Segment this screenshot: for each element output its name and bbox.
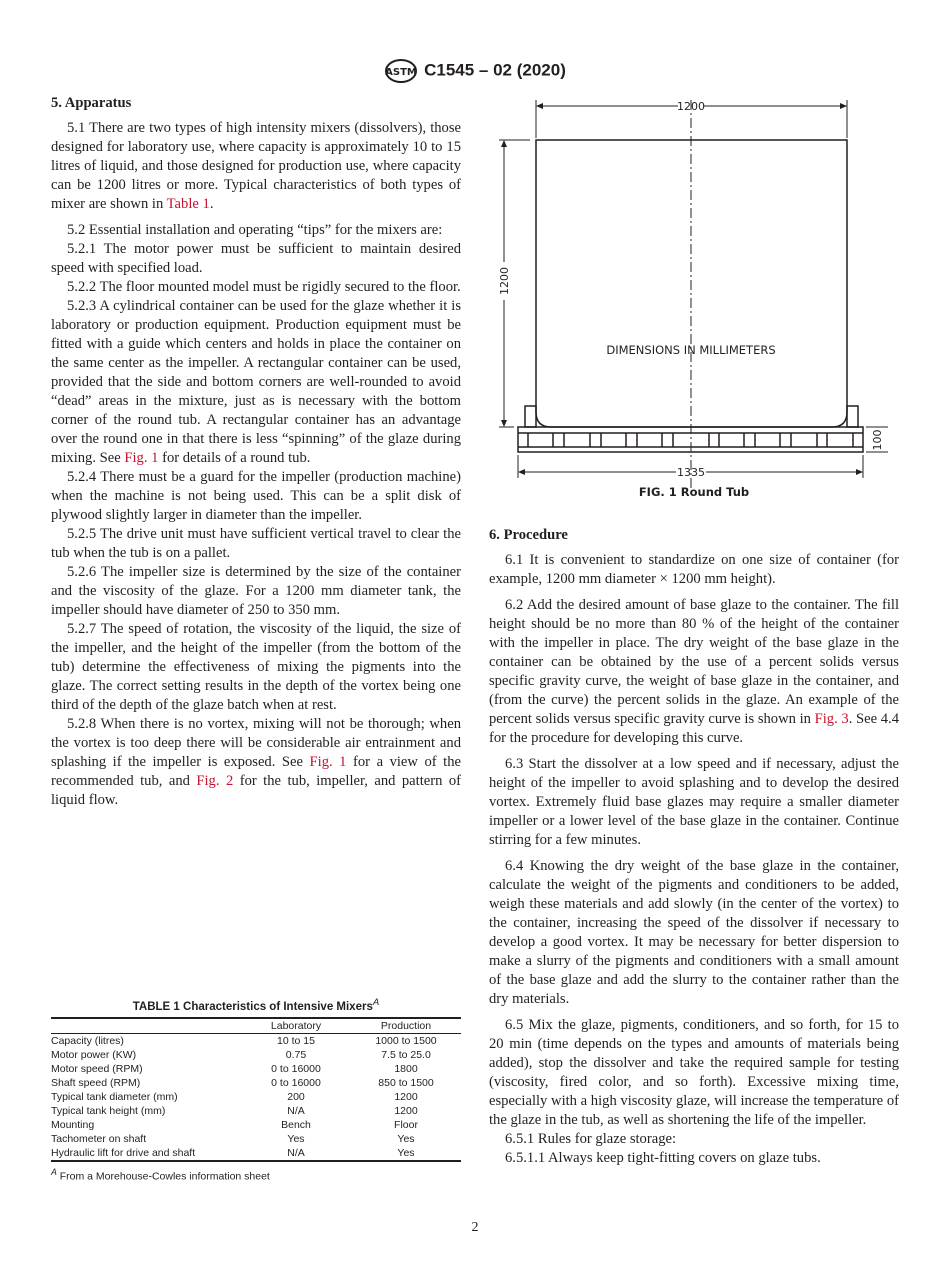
dim-left-label: 1200 [498, 267, 511, 295]
paragraph-6-5-1: 6.5.1 Rules for glaze storage: [505, 1131, 677, 1147]
paragraph-5-2-4: 5.2.4 There must be a guard for the impeller (production machine) when the machine is not being used. This can be a split disk of plywood slightly larger in diameter than the impeller. [51, 469, 461, 523]
paragraph-6-5-1-1: 6.5.1.1 Always keep tight-fitting covers on glaze tubs. [505, 1150, 821, 1166]
paragraph-5-2-1: 5.2.1 The motor power must be sufficient to maintain desired speed with specified load. [51, 241, 461, 276]
table-cell: Mounting [51, 1118, 95, 1131]
figure-caption: FIG. 1 Round Tub [638, 485, 750, 499]
table-row [51, 1132, 461, 1146]
right-column [489, 526, 899, 1168]
column-header: Laboratory [270, 1019, 322, 1032]
table-cell: 0 to 16000 [271, 1076, 321, 1089]
section-heading-procedure: 6. Procedure [489, 527, 568, 543]
paragraph-5-2-3: 5.2.3 A cylindrical container can be used for the glaze whether it is laboratory or production equipment. Production equipment must be fitted with a guide which centers and holds in place the container on the same center as the impeller. A rectangular container can be used, provided that the side and bottom corners are well-rounded to avoid “dead” areas in the mixture, just as is necessary with the bottom corner of the round tub. A rectangular container has an advantage over the round one in that there is less “spinning” of the glaze during mixing. See Fig. 1 for details of a round tub. [51, 298, 461, 466]
link-fig-2[interactable]: Fig. 2 [196, 773, 234, 789]
link-fig-3[interactable]: Fig. 3 [814, 711, 849, 727]
paragraph-5-2: 5.2 Essential installation and operating “tips” for the mixers are: [67, 222, 443, 238]
table-cell: 0 to 16000 [271, 1062, 321, 1075]
paragraph-6-3: 6.3 Start the dissolver at a low speed and if necessary, adjust the height of the impeller to avoid splashing and to develop the desired vortex. Extremely fluid base glazes may require a smaller diameter impeller or a lower level of the base glaze in the container. Continue stirring for a few minutes. [489, 756, 899, 848]
astm-logo-icon [384, 58, 418, 84]
table-cell: 1200 [394, 1090, 418, 1103]
link-fig-1[interactable]: Fig. 1 [309, 754, 347, 770]
table-cell: 850 to 1500 [378, 1076, 434, 1089]
table-row [51, 1118, 461, 1132]
table-cell: 1000 to 1500 [375, 1034, 437, 1047]
paragraph-6-5: 6.5 Mix the glaze, pigments, conditioners, and so forth, for 15 to 20 min (time depends on the types and amounts of materials being added), stop the dissolver and take the required sample for testing (viscosity, fired color, and so forth). Excessive mixing time, especially with a high viscosity glaze, will increase the temperature of the glaze in the tub, as well as shortening the life of the impeller. [489, 1017, 899, 1128]
page-header [0, 58, 950, 84]
table-cell: Typical tank height (mm) [51, 1104, 166, 1117]
table-row [51, 1090, 461, 1104]
table-cell: Shaft speed (RPM) [51, 1076, 141, 1089]
table-row [51, 1146, 461, 1161]
figure-round-tub [489, 90, 909, 510]
paragraph-5-2-5: 5.2.5 The drive unit must have sufficient vertical travel to clear the tub when the tub is on a pallet. [51, 526, 461, 561]
paragraph-6-2: 6.2 Add the desired amount of base glaze to the container. The fill height should be no more than 80 % of the height of the container with the impeller in place. The dry weight of the base glaze in the container can be obtained by the use of a percent solids versus specific gravity curve, the weight of base glaze in the container, and (from the curve) the percent solids in the glaze. An example of the percent solids versus specific gravity curve is shown in Fig. 3. See 4.4 for the procedure for developing this curve. [489, 597, 899, 746]
paragraph-5-2-8: 5.2.8 When there is no vortex, mixing will not be thorough; when the vortex is too deep there will be considerable air entrainment and splashing if the impeller is exposed. See Fig. 1 for a view of the recommended tub, and Fig. 2 for the tub, impeller, and pattern of liquid flow. [51, 716, 462, 808]
table-row [51, 1033, 461, 1048]
table-row [51, 1076, 461, 1090]
table-row [51, 1104, 461, 1118]
table-cell: 7.5 to 25.0 [381, 1048, 431, 1061]
table-row [51, 1062, 461, 1076]
table-cell: Typical tank diameter (mm) [51, 1090, 178, 1103]
section-heading-apparatus: 5. Apparatus [51, 95, 132, 111]
paragraph-5-1: 5.1 There are two types of high intensity mixers (dissolvers), those designed for laboratory use, where capacity is approximately 10 to 15 litres of liquid, and those designed for production use, where capacity can be 1200 litres or more. Typical characteristics of both types of mixer are shown in Table 1. [51, 120, 461, 212]
characteristics-table [51, 1017, 461, 1162]
column-header: Production [380, 1019, 432, 1032]
table-footnote: $^A$ From a Morehouse-Cowles information sheet [51, 1166, 270, 1183]
document-designation: C1545 – 02 (2020) [424, 60, 566, 80]
table-cell: Motor power (KW) [51, 1048, 137, 1061]
table-cell: Tachometer on shaft [51, 1132, 147, 1145]
table-1 [51, 996, 461, 1183]
table-cell: 0.75 [285, 1048, 307, 1061]
dim-top-label: 1200 [677, 100, 705, 113]
dim-bottom-label: 1335 [677, 466, 705, 479]
column-header [51, 1018, 241, 1034]
page-number: 2 [471, 1220, 479, 1235]
table-cell: N/A [287, 1146, 305, 1159]
dimensions-note: DIMENSIONS IN MILLIMETERS [606, 343, 776, 357]
paragraph-5-2-2: 5.2.2 The floor mounted model must be rigidly secured to the floor. [67, 279, 461, 295]
paragraph-6-1: 6.1 It is convenient to standardize on one size of container (for example, 1200 mm diameter × 1200 mm height). [489, 552, 899, 587]
table-cell: 1200 [394, 1104, 418, 1117]
paragraph-6-4: 6.4 Knowing the dry weight of the base glaze in the container, calculate the weight of the pigments and conditioners to be added, weigh these materials and add slowly (in the center of the vortex) to the container, increasing the speed of the dissolver if necessary to develop a good vortex. It may be necessary for better dispersion to make a slurry of the pigments and conditioners with a small amount of the base glaze and add the slurry to the container rather than the dry materials. [489, 858, 899, 1007]
link-fig-1[interactable]: Fig. 1 [124, 450, 159, 466]
paragraph-5-2-6: 5.2.6 The impeller size is determined by the size of the container and the viscosity of the glaze. For a 1200 mm diameter tank, the impeller should have diameter of 250 to 350 mm. [51, 564, 461, 618]
dim-right-label: 100 [871, 429, 884, 451]
left-column [51, 94, 461, 810]
table-cell: Yes [397, 1146, 415, 1159]
table-cell: Capacity (litres) [51, 1034, 124, 1047]
table-cell: 10 to 15 [277, 1034, 315, 1047]
table-cell: Bench [281, 1118, 311, 1131]
table-cell: Yes [287, 1132, 305, 1145]
table-cell: 1800 [394, 1062, 418, 1075]
table-cell: Motor speed (RPM) [51, 1062, 143, 1075]
svg-text:ASTM: ASTM [385, 67, 417, 78]
table-row [51, 1048, 461, 1062]
table-cell: Yes [397, 1132, 415, 1145]
table-cell: Floor [394, 1118, 418, 1131]
paragraph-5-2-7: 5.2.7 The speed of rotation, the viscosity of the liquid, the size of the impeller, and the height of the impeller (from the bottom of the tub) determine the effectiveness of mixing the pigments into the glaze. The correct setting results in the depth of the vortex being one third of the depth of the glaze batch when at rest. [51, 621, 461, 713]
table-cell: N/A [287, 1104, 305, 1117]
link-table-1[interactable]: Table 1 [166, 196, 210, 212]
table-caption: TABLE 1 Characteristics of Intensive Mixers$^A$ [132, 997, 380, 1013]
table-header-row [51, 1018, 461, 1034]
table-cell: 200 [287, 1090, 305, 1103]
table-cell: Hydraulic lift for drive and shaft [51, 1146, 196, 1159]
